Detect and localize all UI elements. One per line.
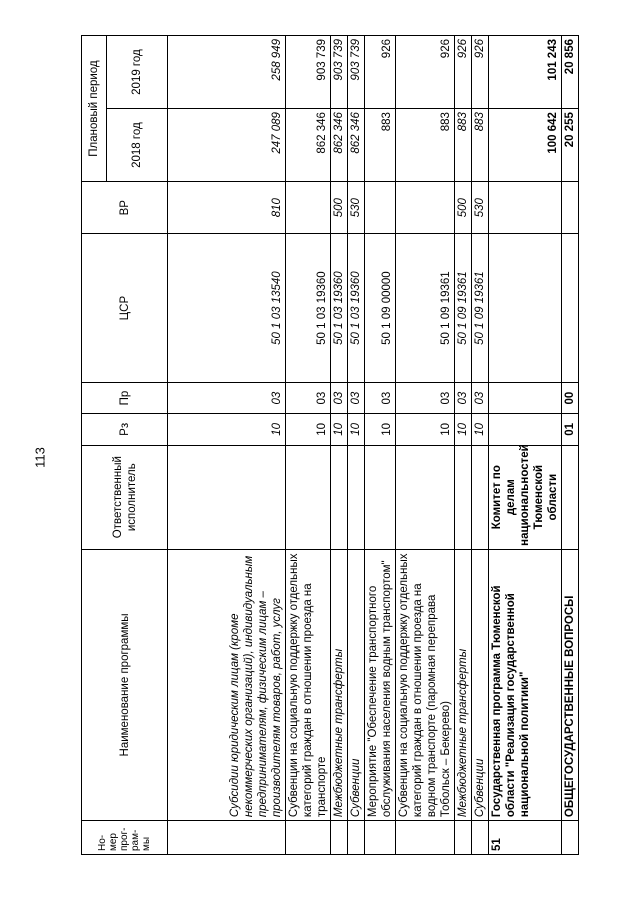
cell-pr: 03 — [455, 382, 472, 413]
cell-csr: 50 1 03 19360 — [331, 234, 348, 383]
cell-name: Государственная программа Тюменской области "Реализация государственной национальной политики" — [489, 549, 562, 820]
cell-2018: 100 642 — [489, 109, 562, 182]
cell-executor — [348, 445, 365, 549]
cell-pr: 03 — [365, 382, 396, 413]
cell-num: 51 — [489, 821, 562, 855]
cell-rz: 10 — [286, 414, 331, 445]
table-row — [396, 36, 455, 855]
cell-rz: 10 — [455, 414, 472, 445]
cell-executor — [396, 445, 455, 549]
budget-table-wrapper — [81, 35, 601, 855]
table-row — [562, 36, 579, 855]
cell-num — [348, 821, 365, 855]
cell-2019: 258 949 — [168, 36, 286, 109]
cell-vr — [286, 182, 331, 234]
cell-num — [331, 821, 348, 855]
cell-executor — [562, 445, 579, 549]
header-csr: ЦСР — [82, 234, 168, 383]
cell-pr: 03 — [396, 382, 455, 413]
header-year-2018: 2018 год — [107, 109, 168, 182]
cell-2018: 883 — [455, 109, 472, 182]
header-program-name: Наименование программы — [82, 549, 168, 820]
cell-executor — [168, 445, 286, 549]
cell-csr — [562, 234, 579, 383]
cell-csr: 50 1 09 19361 — [396, 234, 455, 383]
cell-2019: 926 — [472, 36, 489, 109]
cell-csr: 50 1 09 00000 — [365, 234, 396, 383]
cell-name: ОБЩЕГОСУДАРСТВЕННЫЕ ВОПРОСЫ — [562, 549, 579, 820]
table-row — [286, 36, 331, 855]
page-number: 113 — [32, 447, 48, 468]
table-row — [365, 36, 396, 855]
cell-pr: 00 — [562, 382, 579, 413]
header-rz: Рз — [82, 414, 168, 445]
cell-pr: 03 — [348, 382, 365, 413]
table-row — [331, 36, 348, 855]
cell-2018: 883 — [365, 109, 396, 182]
cell-rz: 10 — [168, 414, 286, 445]
table-row — [348, 36, 365, 855]
cell-num — [365, 821, 396, 855]
table-row — [455, 36, 472, 855]
table-header — [82, 36, 168, 855]
cell-2019: 903 739 — [348, 36, 365, 109]
cell-2018: 883 — [396, 109, 455, 182]
header-program-number: Но- мер прог- рам- мы — [82, 821, 168, 855]
cell-2018: 862 346 — [348, 109, 365, 182]
cell-rz — [489, 414, 562, 445]
table-row — [472, 36, 489, 855]
cell-executor — [472, 445, 489, 549]
cell-name: Субвенции — [472, 549, 489, 820]
cell-executor — [365, 445, 396, 549]
cell-csr: 50 1 03 13540 — [168, 234, 286, 383]
cell-rz: 10 — [348, 414, 365, 445]
cell-vr — [365, 182, 396, 234]
cell-name: Субвенции на социальную поддержку отдельных категорий граждан в отношении проезда на транспорте — [286, 549, 331, 820]
table-row — [168, 36, 286, 855]
cell-2019: 903 739 — [286, 36, 331, 109]
cell-pr: 03 — [286, 382, 331, 413]
cell-num — [562, 821, 579, 855]
cell-csr: 50 1 09 19361 — [455, 234, 472, 383]
header-planned-period: Плановый период — [82, 36, 107, 182]
cell-csr: 50 1 03 19360 — [286, 234, 331, 383]
header-vr: ВР — [82, 182, 168, 234]
cell-executor — [331, 445, 348, 549]
cell-num — [396, 821, 455, 855]
cell-num — [455, 821, 472, 855]
cell-name: Субвенции на социальную поддержку отдельных категорий граждан в отношении проезда на водном транспорте (паромная переправа Тобольск – Бекерево) — [396, 549, 455, 820]
cell-2018: 862 346 — [331, 109, 348, 182]
header-year-2019: 2019 год — [107, 36, 168, 109]
cell-2019: 926 — [365, 36, 396, 109]
cell-name: Мероприятие "Обеспечение транспортного обслуживания населения водным транспортом" — [365, 549, 396, 820]
table-row — [489, 36, 562, 855]
cell-rz: 10 — [365, 414, 396, 445]
table-body — [168, 36, 579, 855]
cell-name: Субвенции — [348, 549, 365, 820]
cell-name: Межбюджетные трансферты — [455, 549, 472, 820]
cell-rz: 10 — [472, 414, 489, 445]
cell-vr: 500 — [331, 182, 348, 234]
cell-csr: 50 1 03 19360 — [348, 234, 365, 383]
cell-2019: 926 — [455, 36, 472, 109]
cell-num — [472, 821, 489, 855]
budget-table — [81, 35, 579, 855]
cell-name: Субсидии юридическим лицам (кроме некоммерческих организаций), индивидуальным предпринимателям, физическим лицам – производителям товаров, работ, услуг — [168, 549, 286, 820]
cell-2019: 20 856 — [562, 36, 579, 109]
cell-rz: 10 — [331, 414, 348, 445]
cell-vr: 530 — [472, 182, 489, 234]
cell-vr — [562, 182, 579, 234]
cell-2019: 101 243 — [489, 36, 562, 109]
cell-2018: 862 346 — [286, 109, 331, 182]
cell-2018: 20 255 — [562, 109, 579, 182]
cell-pr: 03 — [168, 382, 286, 413]
header-executor: Ответственный исполнитель — [82, 445, 168, 549]
cell-2019: 926 — [396, 36, 455, 109]
cell-rz: 01 — [562, 414, 579, 445]
cell-csr: 50 1 09 19361 — [472, 234, 489, 383]
cell-2018: 883 — [472, 109, 489, 182]
cell-vr — [489, 182, 562, 234]
cell-executor: Комитет по делам национальностей Тюменской области — [489, 445, 562, 549]
header-pr: Пр — [82, 382, 168, 413]
cell-vr: 500 — [455, 182, 472, 234]
cell-pr — [489, 382, 562, 413]
cell-pr: 03 — [331, 382, 348, 413]
cell-vr: 530 — [348, 182, 365, 234]
cell-name: Межбюджетные трансферты — [331, 549, 348, 820]
cell-executor — [455, 445, 472, 549]
cell-vr: 810 — [168, 182, 286, 234]
cell-csr — [489, 234, 562, 383]
cell-2018: 247 089 — [168, 109, 286, 182]
cell-2019: 903 739 — [331, 36, 348, 109]
cell-executor — [286, 445, 331, 549]
cell-num — [168, 821, 286, 855]
cell-pr: 03 — [472, 382, 489, 413]
cell-num — [286, 821, 331, 855]
cell-vr — [396, 182, 455, 234]
cell-rz: 10 — [396, 414, 455, 445]
